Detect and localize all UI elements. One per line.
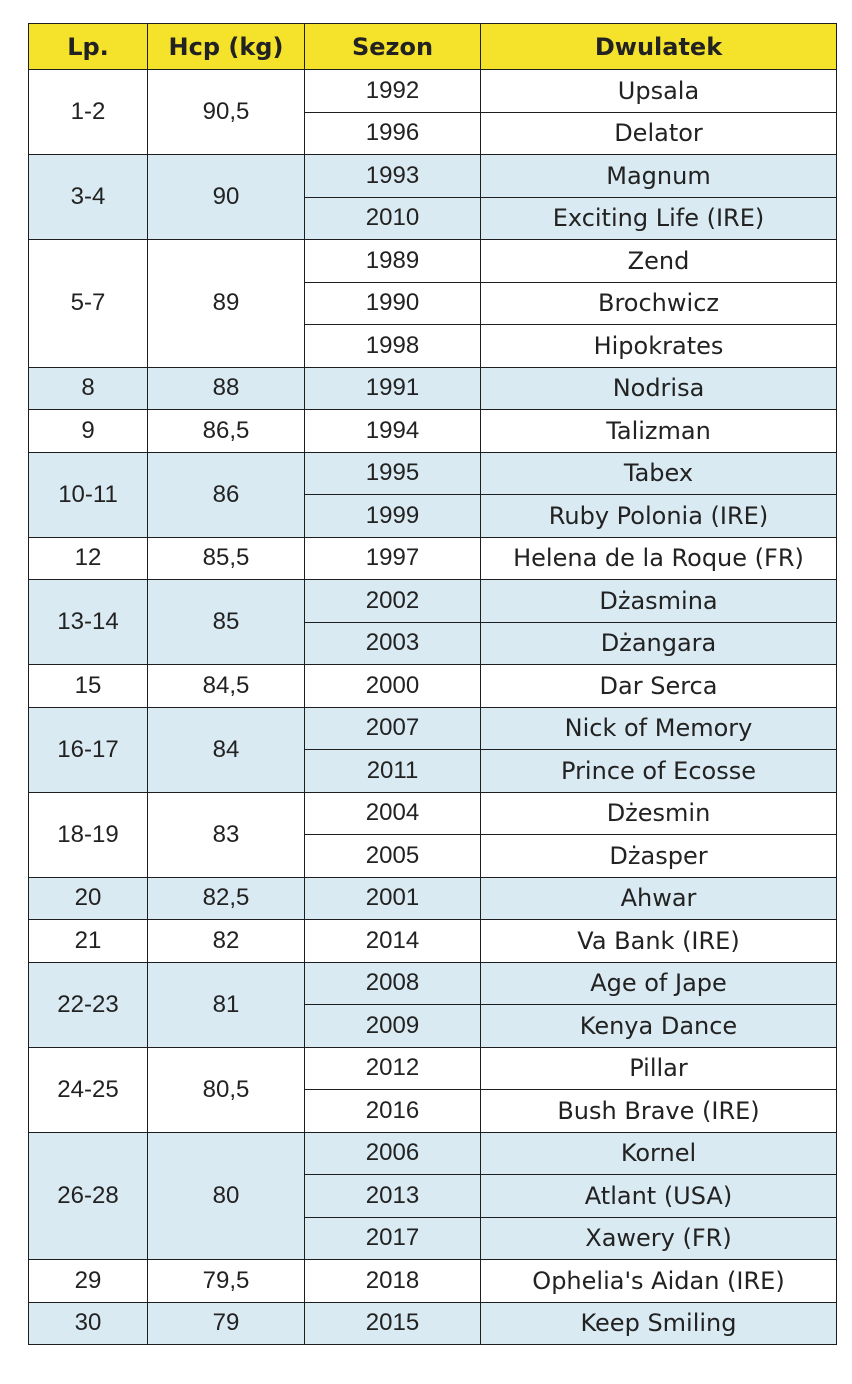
horse-name-cell: Atlant (USA) [481,1175,837,1218]
rank-cell: 26-28 [29,1132,148,1260]
handicap-cell: 86,5 [148,410,305,453]
header-row [29,24,837,70]
season-cell: 1997 [305,537,481,580]
season-cell: 2016 [305,1090,481,1133]
handicap-cell: 84 [148,707,305,792]
table-row [29,240,837,283]
handicap-cell: 84,5 [148,665,305,708]
season-cell: 1998 [305,325,481,368]
table-body [29,70,837,1345]
table-row [29,580,837,623]
season-cell: 1995 [305,452,481,495]
handicap-cell: 85,5 [148,537,305,580]
handicap-table [28,23,837,1345]
horse-name-cell: Nick of Memory [481,707,837,750]
table-row [29,367,837,410]
table-row [29,410,837,453]
table-row [29,962,837,1005]
horse-name-cell: Dżesmin [481,792,837,835]
table-row [29,920,837,963]
rank-cell: 24-25 [29,1047,148,1132]
handicap-cell: 85 [148,580,305,665]
horse-name-cell: Dżangara [481,622,837,665]
horse-name-cell: Dżasper [481,835,837,878]
table-row [29,452,837,495]
horse-name-cell: Prince of Ecosse [481,750,837,793]
season-cell: 2006 [305,1132,481,1175]
horse-name-cell: Age of Jape [481,962,837,1005]
rank-cell: 21 [29,920,148,963]
season-cell: 1994 [305,410,481,453]
season-cell: 2001 [305,877,481,920]
handicap-cell: 83 [148,792,305,877]
rank-cell: 30 [29,1302,148,1345]
rank-cell: 20 [29,877,148,920]
horse-name-cell: Magnum [481,155,837,198]
handicap-cell: 88 [148,367,305,410]
rank-cell: 10-11 [29,452,148,537]
table-row [29,1132,837,1175]
header-hcp: Hcp (kg) [148,24,305,70]
season-cell: 2003 [305,622,481,665]
rank-cell: 3-4 [29,155,148,240]
season-cell: 1991 [305,367,481,410]
rank-cell: 16-17 [29,707,148,792]
table-row [29,707,837,750]
horse-name-cell: Kenya Dance [481,1005,837,1048]
season-cell: 2005 [305,835,481,878]
horse-name-cell: Zend [481,240,837,283]
horse-name-cell: Ophelia's Aidan (IRE) [481,1260,837,1303]
handicap-cell: 90 [148,155,305,240]
horse-name-cell: Va Bank (IRE) [481,920,837,963]
handicap-cell: 80,5 [148,1047,305,1132]
handicap-cell: 82 [148,920,305,963]
season-cell: 1999 [305,495,481,538]
rank-cell: 12 [29,537,148,580]
rank-cell: 29 [29,1260,148,1303]
rank-cell: 5-7 [29,240,148,368]
horse-name-cell: Ruby Polonia (IRE) [481,495,837,538]
season-cell: 2012 [305,1047,481,1090]
horse-name-cell: Brochwicz [481,282,837,325]
horse-name-cell: Pillar [481,1047,837,1090]
horse-name-cell: Hipokrates [481,325,837,368]
season-cell: 2007 [305,707,481,750]
horse-name-cell: Upsala [481,70,837,113]
season-cell: 2013 [305,1175,481,1218]
handicap-cell: 90,5 [148,70,305,155]
horse-name-cell: Nodrisa [481,367,837,410]
season-cell: 1990 [305,282,481,325]
horse-name-cell: Talizman [481,410,837,453]
table-row [29,537,837,580]
header-sezon: Sezon [305,24,481,70]
handicap-cell: 79,5 [148,1260,305,1303]
horse-name-cell: Dar Serca [481,665,837,708]
horse-name-cell: Bush Brave (IRE) [481,1090,837,1133]
table-row [29,1260,837,1303]
rank-cell: 13-14 [29,580,148,665]
season-cell: 2008 [305,962,481,1005]
season-cell: 2000 [305,665,481,708]
season-cell: 2011 [305,750,481,793]
rank-cell: 8 [29,367,148,410]
season-cell: 2014 [305,920,481,963]
season-cell: 2018 [305,1260,481,1303]
header-dwulatek: Dwulatek [481,24,837,70]
handicap-cell: 89 [148,240,305,368]
season-cell: 2010 [305,197,481,240]
table-row [29,70,837,113]
horse-name-cell: Keep Smiling [481,1302,837,1345]
handicap-cell: 81 [148,962,305,1047]
horse-name-cell: Ahwar [481,877,837,920]
horse-name-cell: Delator [481,112,837,155]
handicap-cell: 79 [148,1302,305,1345]
table-row [29,877,837,920]
season-cell: 2009 [305,1005,481,1048]
rank-cell: 9 [29,410,148,453]
header-lp: Lp. [29,24,148,70]
rank-cell: 18-19 [29,792,148,877]
season-cell: 1992 [305,70,481,113]
table-row [29,1302,837,1345]
horse-name-cell: Helena de la Roque (FR) [481,537,837,580]
horse-name-cell: Xawery (FR) [481,1217,837,1260]
table-row [29,1047,837,1090]
table-row [29,792,837,835]
season-cell: 2002 [305,580,481,623]
table-row [29,665,837,708]
rank-cell: 15 [29,665,148,708]
season-cell: 2017 [305,1217,481,1260]
table-row [29,155,837,198]
horse-name-cell: Exciting Life (IRE) [481,197,837,240]
handicap-cell: 86 [148,452,305,537]
season-cell: 1993 [305,155,481,198]
season-cell: 1996 [305,112,481,155]
rank-cell: 22-23 [29,962,148,1047]
season-cell: 1989 [305,240,481,283]
handicap-cell: 80 [148,1132,305,1260]
horse-name-cell: Dżasmina [481,580,837,623]
rank-cell: 1-2 [29,70,148,155]
season-cell: 2015 [305,1302,481,1345]
handicap-cell: 82,5 [148,877,305,920]
horse-name-cell: Tabex [481,452,837,495]
horse-name-cell: Kornel [481,1132,837,1175]
season-cell: 2004 [305,792,481,835]
